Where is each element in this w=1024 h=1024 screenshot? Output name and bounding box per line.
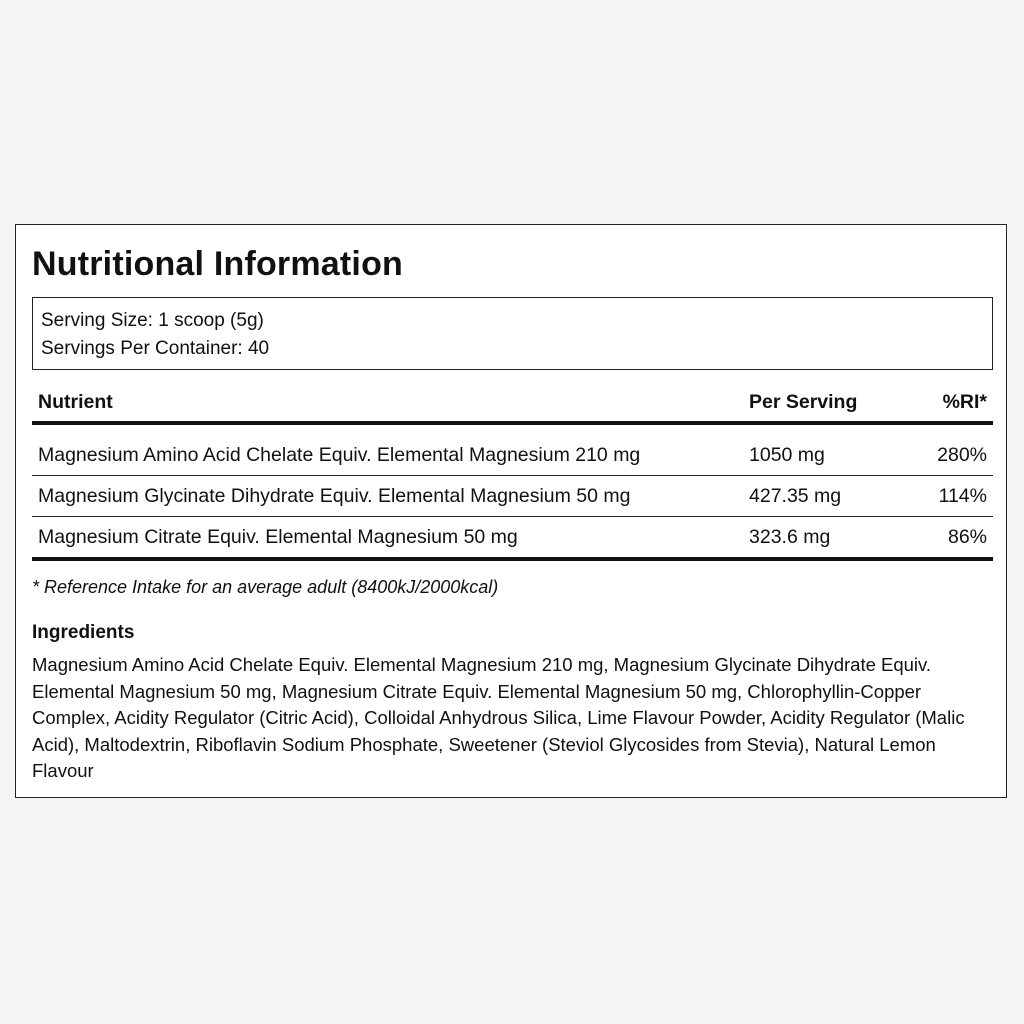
nutrient-per-serving: 1050 mg: [743, 435, 905, 476]
serving-size: Serving Size: 1 scoop (5g): [41, 310, 264, 331]
table-row: [32, 476, 993, 517]
table-row: [32, 435, 993, 476]
nutrient-name: Magnesium Amino Acid Chelate Equiv. Elemental Magnesium 210 mg: [32, 435, 743, 476]
header-per-serving: Per Serving: [743, 383, 905, 423]
nutrient-name: Magnesium Glycinate Dihydrate Equiv. Elemental Magnesium 50 mg: [32, 476, 743, 517]
nutrient-ri: 114%: [905, 476, 993, 517]
table-header-row: [32, 383, 993, 423]
page-title: Nutritional Information: [32, 245, 404, 283]
ri-footnote: * Reference Intake for an average adult (8400kJ/2000kcal): [32, 577, 499, 597]
table-spacer: [32, 423, 993, 435]
header-nutrient: Nutrient: [32, 383, 743, 423]
nutrient-ri: 86%: [905, 517, 993, 560]
ingredients-text: Magnesium Amino Acid Chelate Equiv. Elemental Magnesium 210 mg, Magnesium Glycinate Dihydrate Equiv. Elemental Magnesium 50 mg, Magnesium Citrate Equiv. Elemental Magnesium 50 mg, Chlorophyllin-Copper Complex, Acidity Regulator (Citric Acid), Colloidal Anhydrous Silica, Lime Flavour Powder, Acidity Regulator (Malic Acid), Maltodextrin, Riboflavin Sodium Phosphate, Sweetener (Steviol Glycosides from Stevia), Natural Lemon Flavour: [32, 654, 965, 781]
nutrient-name: Magnesium Citrate Equiv. Elemental Magnesium 50 mg: [32, 517, 743, 560]
header-ri: %RI*: [905, 383, 993, 423]
table-row: [32, 517, 993, 560]
nutrient-table: [32, 383, 993, 561]
ingredients-heading: Ingredients: [32, 622, 135, 643]
nutrient-per-serving: 427.35 mg: [743, 476, 905, 517]
nutrient-per-serving: 323.6 mg: [743, 517, 905, 560]
servings-per-container: Servings Per Container: 40: [41, 338, 270, 359]
nutrition-panel: [15, 224, 1007, 798]
nutrient-ri: 280%: [905, 435, 993, 476]
serving-info-box: [32, 297, 993, 370]
